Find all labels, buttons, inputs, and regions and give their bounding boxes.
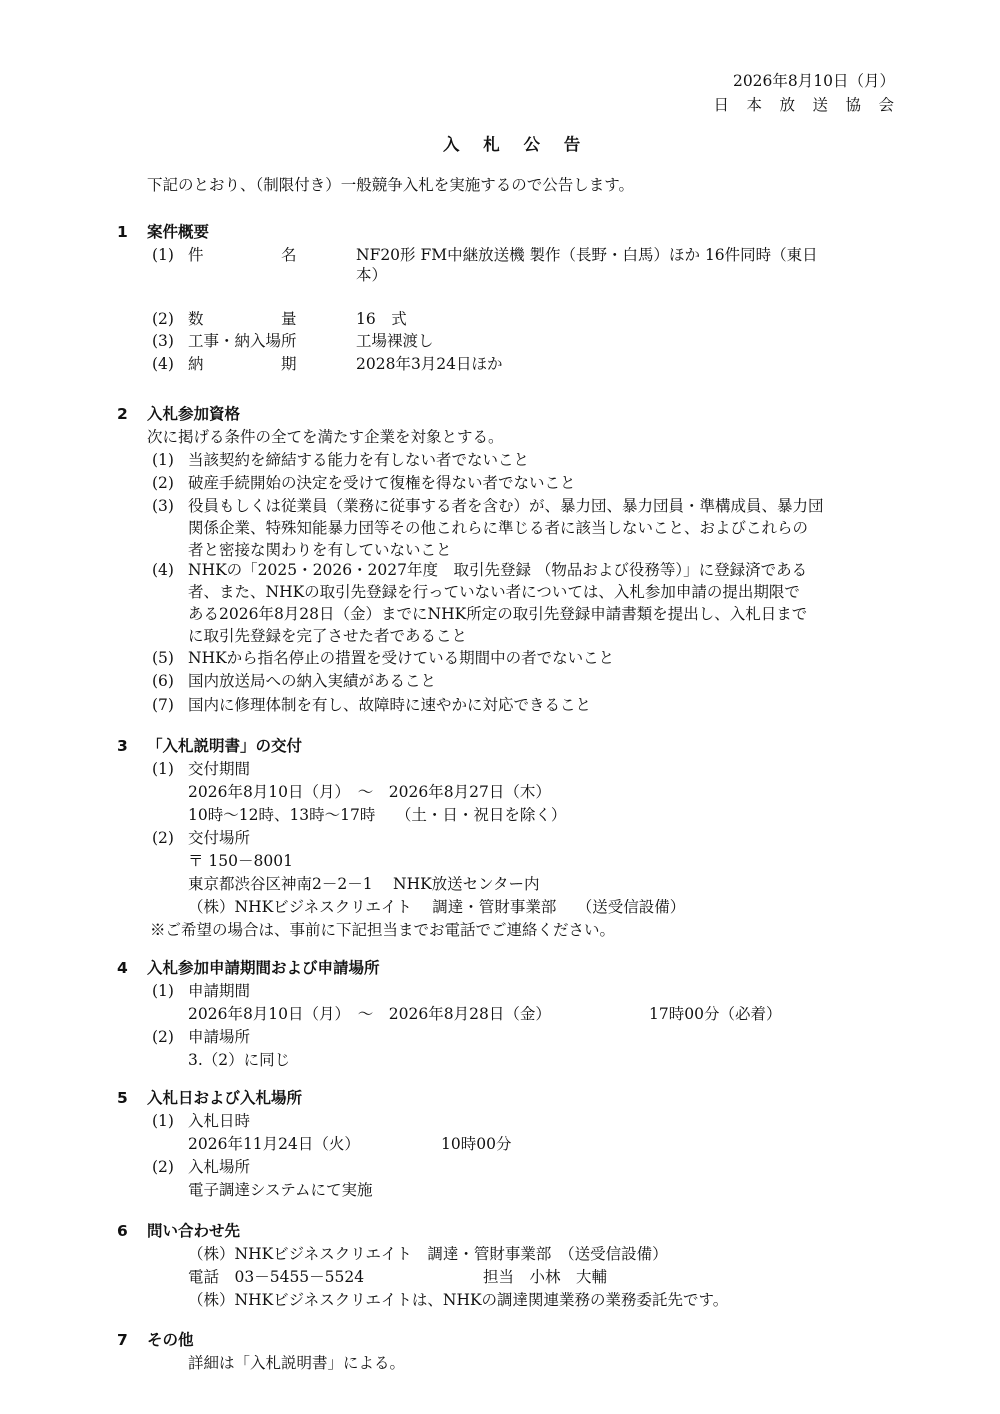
item-label: 申請場所 bbox=[188, 1028, 251, 1046]
page-title: 入 札 公 告 bbox=[443, 135, 590, 154]
item-number: (3) bbox=[152, 497, 174, 515]
item-number: (4) bbox=[152, 355, 174, 373]
item-text: 国内放送局への納入実績があること bbox=[188, 672, 437, 690]
item-value: 2028年3月24日ほか bbox=[356, 355, 503, 373]
item-number: (2) bbox=[152, 829, 174, 847]
item-text: 者、また、NHKの取引先登録を行っていない者については、入札参加申請の提出期限で bbox=[188, 583, 800, 601]
item-number: (1) bbox=[152, 1112, 174, 1130]
item-number: (2) bbox=[152, 474, 174, 492]
contact-phone: 電話 03－5455－5524 bbox=[188, 1268, 365, 1286]
item-text: 関係企業、特殊知能暴力団等その他これらに準じる者に該当しないこと、およびこれらの bbox=[188, 519, 809, 537]
item-label: 入札場所 bbox=[188, 1158, 251, 1176]
postal-code: 〒 150－8001 bbox=[188, 852, 293, 870]
contact-department: （株）NHKビジネスクリエイト 調達・管財事業部 （送受信設備） bbox=[188, 1245, 668, 1263]
section-heading: 問い合わせ先 bbox=[147, 1222, 241, 1240]
item-text: 3.（2）に同じ bbox=[188, 1051, 291, 1069]
item-number: (1) bbox=[152, 451, 174, 469]
item-number: (2) bbox=[152, 1028, 174, 1046]
section-heading: 入札参加申請期間および申請場所 bbox=[147, 959, 380, 977]
organization-name: 日 本 放 送 協 会 bbox=[713, 96, 895, 114]
item-label: 件 名 bbox=[188, 246, 297, 264]
notice-date: 2026年8月10日（月） bbox=[732, 72, 895, 90]
section-number: 4 bbox=[117, 959, 128, 977]
item-label: 工事・納入場所 bbox=[188, 332, 297, 350]
section-number: 1 bbox=[117, 223, 128, 241]
item-number: (1) bbox=[152, 246, 174, 264]
bid-time: 10時00分 bbox=[441, 1135, 512, 1153]
item-text: 2026年8月10日（月） ～ 2026年8月28日（金） bbox=[188, 1005, 551, 1023]
item-number: (6) bbox=[152, 672, 174, 690]
intro-text: 下記のとおり、（制限付き）一般競争入札を実施するので公告します。 bbox=[147, 176, 635, 194]
item-text: 2026年11月24日（火） bbox=[188, 1135, 360, 1153]
item-label: 数 量 bbox=[188, 310, 297, 328]
item-text: 者と密接な関わりを有していないこと bbox=[188, 541, 452, 559]
item-text: 電子調達システムにて実施 bbox=[188, 1181, 373, 1199]
item-text: 役員もしくは従業員（業務に従事する者を含む）が、暴力団、暴力団員・準構成員、暴力団 bbox=[188, 497, 824, 515]
section-heading: 入札日および入札場所 bbox=[147, 1089, 303, 1107]
section-number: 3 bbox=[117, 737, 128, 755]
item-number: (5) bbox=[152, 649, 174, 667]
item-text: 詳細は「入札説明書」による。 bbox=[188, 1354, 406, 1372]
item-label: 入札日時 bbox=[188, 1112, 251, 1130]
section-number: 6 bbox=[117, 1222, 128, 1240]
item-number: (2) bbox=[152, 1158, 174, 1176]
item-text: 国内に修理体制を有し、故障時に速やかに対応できること bbox=[188, 696, 592, 714]
note-text: ※ご希望の場合は、事前に下記担当までお電話でご連絡ください。 bbox=[150, 921, 616, 939]
item-text: に取引先登録を完了させた者であること bbox=[188, 627, 468, 645]
department: （株）NHKビジネスクリエイト 調達・管財事業部 （送受信設備） bbox=[188, 898, 686, 916]
item-text: 10時～12時、13時～17時 （土・日・祝日を除く） bbox=[188, 806, 567, 824]
item-label: 納 期 bbox=[188, 355, 297, 373]
section-number: 7 bbox=[117, 1331, 128, 1349]
section-number: 2 bbox=[117, 405, 128, 423]
section-heading: 「入札説明書」の交付 bbox=[147, 737, 303, 755]
item-number: (3) bbox=[152, 332, 174, 350]
item-label: 交付期間 bbox=[188, 760, 251, 778]
deadline-time: 17時00分（必着） bbox=[649, 1005, 782, 1023]
item-number: (2) bbox=[152, 310, 174, 328]
section-lead: 次に掲げる条件の全てを満たす企業を対象とする。 bbox=[147, 428, 504, 446]
item-text: 2026年8月10日（月） ～ 2026年8月27日（木） bbox=[188, 783, 551, 801]
item-number: (4) bbox=[152, 561, 174, 579]
item-label: 交付場所 bbox=[188, 829, 251, 847]
item-number: (1) bbox=[152, 760, 174, 778]
item-number: (1) bbox=[152, 982, 174, 1000]
item-value: NF20形 FM中継放送機 製作（長野・白馬）ほか 16件同時（東日 bbox=[356, 246, 818, 264]
section-heading: 案件概要 bbox=[147, 223, 210, 241]
item-text: 破産手続開始の決定を受けて復権を得ない者でないこと bbox=[188, 474, 576, 492]
section-heading: その他 bbox=[147, 1331, 194, 1349]
item-text: NHKの「2025・2026・2027年度 取引先登録 （物品および役務等）」に登録済である bbox=[188, 561, 808, 579]
section-number: 5 bbox=[117, 1089, 128, 1107]
item-value: 工場裸渡し bbox=[356, 332, 434, 350]
item-label: 申請期間 bbox=[188, 982, 251, 1000]
item-text: NHKから指名停止の措置を受けている期間中の者でないこと bbox=[188, 649, 615, 667]
contact-note: （株）NHKビジネスクリエイトは、NHKの調達関連業務の業務委託先です。 bbox=[188, 1291, 729, 1309]
item-number: (7) bbox=[152, 696, 174, 714]
contact-person: 担当 小林 大輔 bbox=[483, 1268, 608, 1286]
section-heading: 入札参加資格 bbox=[147, 405, 241, 423]
item-value-cont: 本） bbox=[356, 266, 388, 284]
item-value: 16 式 bbox=[356, 310, 407, 328]
item-text: 当該契約を締結する能力を有しない者でないこと bbox=[188, 451, 530, 469]
item-text: ある2026年8月28日（金）までにNHK所定の取引先登録申請書類を提出し、入札日まで bbox=[188, 605, 808, 623]
address: 東京都渋谷区神南2－2－1 NHK放送センター内 bbox=[188, 875, 540, 893]
